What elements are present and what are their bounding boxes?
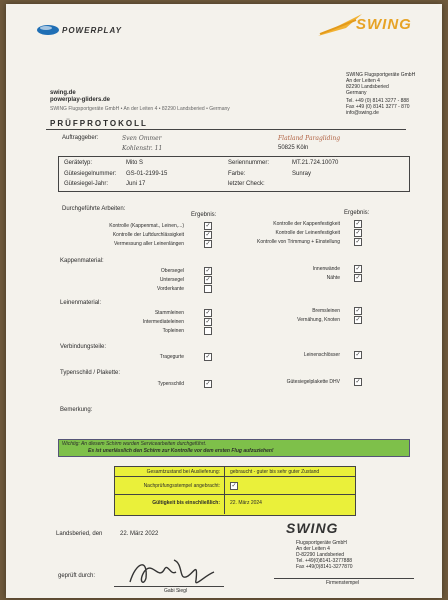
document-page: [6, 4, 442, 598]
arbeit-left-2: Kontrolle der Luftdurchlässigkeit: [112, 232, 184, 238]
address-line: SWING Flugsportgeräte GmbH • An der Leiten 4 • 82290 Landsberied • Germany: [50, 106, 230, 112]
typen-left-checkbox[interactable]: ✓: [205, 381, 211, 387]
result-divider-vertical: [224, 466, 225, 514]
arbeit-right-2-checkbox[interactable]: ✓: [355, 230, 361, 236]
customer-name: Sven Ommer: [122, 135, 162, 142]
company-fax: Fax +49 (0) 8141 3277 - 870: [346, 104, 410, 110]
arbeit-left-3-checkbox[interactable]: ✓: [205, 241, 211, 247]
verbindung-left: Tragegurte: [159, 354, 184, 360]
arbeit-left-2-checkbox[interactable]: ✓: [205, 232, 211, 238]
signature-icon: [124, 552, 220, 590]
verbindung-right-checkbox[interactable]: ✓: [355, 352, 361, 358]
stamp-line-2: An der Leiten 4: [296, 546, 330, 552]
stamp-line-5: Fax +49(0)8141-3277870: [296, 564, 353, 570]
kappe-right-2-checkbox[interactable]: ✓: [355, 275, 361, 281]
typen-right: Gütesiegelplakette DHV: [286, 379, 340, 385]
kappe-left-1: Obersegel: [160, 268, 184, 274]
powerplay-logo-icon: [36, 24, 60, 36]
gsn-value: GS-01-2199-15: [126, 171, 168, 177]
notice-line2: Es ist unerlässlich den Schirm zur Kontrolle vor dem ersten Flug aufzuziehen!: [88, 448, 274, 454]
ort-label: Landsberied, den: [56, 531, 103, 537]
typen-left: Typenschild: [157, 381, 184, 387]
stamp-block: [296, 540, 353, 570]
page-title: PRÜFPROTOKOLL: [50, 119, 148, 128]
leinen-right-2: Vernähung, Knoten: [297, 317, 340, 323]
geprueft-label: geprüft durch:: [58, 573, 96, 579]
swing-logo-text: SWING: [356, 16, 412, 33]
datum-value: 22. März 2022: [120, 531, 159, 537]
arbeiten-heading: Durchgeführte Arbeiten:: [62, 206, 126, 212]
result-divider-1: [114, 476, 355, 477]
arbeit-left-1: Kontrolle (Kappenmat., Leinen,...): [109, 223, 184, 229]
geratetyp-value: Mito S: [126, 160, 144, 166]
company-name: SWING Flugsportgeräte GmbH: [346, 72, 416, 78]
kappe-left-1-checkbox[interactable]: ✓: [205, 268, 211, 274]
company-tel: Tel. +49 (0) 8141 3277 - 888: [346, 98, 409, 104]
farbe-value: Sunray: [292, 171, 312, 177]
arbeit-right-2: Kontrolle der Leinenfestigkeit: [275, 230, 340, 236]
verbindung-left-checkbox[interactable]: ✓: [205, 354, 211, 360]
typenschild-heading: Typenschild / Plakette:: [60, 370, 121, 376]
zustand-label: Gesamtzustand bei Auslieferung:: [146, 469, 220, 475]
company-city: 82290 Landsberied: [346, 84, 389, 90]
signature-line: [114, 586, 224, 587]
signer-name: Gabi Siegl: [164, 588, 188, 594]
leinen-right-1: Bremsleinen: [312, 308, 340, 314]
leinen-left-1: Stammleinen: [154, 310, 184, 316]
ergebnis-left-heading: Ergebnis:: [191, 212, 217, 218]
bemerkung-heading: Bemerkung:: [60, 407, 93, 413]
stamp-logo: SWING: [286, 520, 339, 536]
customer-label: Auftraggeber:: [62, 135, 99, 141]
arbeit-right-3-checkbox[interactable]: ✓: [355, 239, 361, 245]
gueltig-value: 22. März 2024: [230, 500, 262, 506]
powerplay-logo-text: POWERPLAY: [62, 26, 122, 35]
kappe-right-1: Innenwände: [312, 266, 340, 272]
leinen-left-3: Topleinen: [162, 328, 184, 334]
arbeit-right-1-checkbox[interactable]: ✓: [355, 221, 361, 227]
arbeit-right-3: Kontrolle von Trimmung + Einstellung: [257, 239, 340, 245]
company-block: [346, 72, 415, 116]
arbeit-left-1-checkbox[interactable]: ✓: [205, 223, 211, 229]
kappe-right-1-checkbox[interactable]: ✓: [355, 266, 361, 272]
company-email: info@swing.de: [346, 110, 379, 116]
kappenmaterial-heading: Kappenmaterial:: [60, 258, 104, 264]
arbeit-left-3: Vermessung aller Leinenlängen: [113, 241, 184, 247]
zustand-value: gebraucht - guter bis sehr guter Zustand: [230, 469, 320, 475]
stempel-checkbox[interactable]: ✓: [231, 483, 237, 489]
leinen-left-2-checkbox[interactable]: ✓: [205, 319, 211, 325]
stempel-label: Nachprüfungsstempel angebracht:: [143, 483, 220, 489]
customer-city: 50825 Köln: [278, 145, 309, 151]
kappe-left-3: Vorderkante: [157, 286, 184, 292]
customer-company: Flatland Paragliding: [278, 135, 341, 142]
letzter-label: letzter Check:: [228, 181, 265, 187]
seriennr-value: MT.21.724.10070: [292, 160, 339, 166]
leinenmaterial-heading: Leinenmaterial:: [60, 300, 102, 306]
customer-street: Kohlenstr. 11: [122, 145, 163, 152]
title-divider: [46, 129, 406, 130]
result-divider-2: [114, 494, 355, 495]
ergebnis-right-heading: Ergebnis:: [344, 210, 370, 216]
geratetyp-label: Gerätetyp:: [64, 160, 93, 166]
stamp-line: [274, 578, 414, 579]
kappe-right-2: Nähte: [326, 275, 340, 281]
leinen-right-1-checkbox[interactable]: ✓: [355, 308, 361, 314]
kappe-left-2: Untersegel: [159, 277, 184, 283]
verbindungsteile-heading: Verbindungsteile:: [60, 344, 107, 350]
gueltig-label: Gültigkeit bis einschließlich:: [152, 500, 220, 506]
stamp-line-1: Flugsportgeräte GmbH: [296, 540, 347, 546]
site-swing: swing.de: [50, 90, 76, 96]
leinen-left-3-checkbox[interactable]: [204, 327, 212, 335]
stamp-line-4: Tel. +49(0)8141-3277888: [296, 558, 353, 564]
typen-right-checkbox[interactable]: ✓: [355, 379, 361, 385]
company-country: Germany: [346, 90, 367, 96]
arbeit-right-1: Kontrolle der Kappenfestigkeit: [273, 221, 340, 227]
farbe-label: Farbe:: [228, 171, 246, 177]
notice-line1: Wichtig: An diesem Schirm wurden Servicearbeiten durchgeführt.: [62, 441, 207, 447]
gsj-label: Gütesiegel-Jahr:: [64, 181, 109, 187]
kappe-left-2-checkbox[interactable]: ✓: [205, 277, 211, 283]
firmenstempel-label: Firmenstempel: [326, 580, 360, 586]
verbindung-right: Leinenschlösser: [303, 352, 340, 358]
gsn-label: Gütesiegelnummer:: [64, 171, 117, 177]
gsj-value: Juni 17: [126, 181, 146, 187]
seriennr-label: Seriennummer:: [228, 160, 270, 166]
company-street: An der Leiten 4: [346, 78, 380, 84]
stamp-line-3: D-82290 Landsberied: [296, 552, 345, 558]
leinen-left-1-checkbox[interactable]: ✓: [205, 310, 211, 316]
kappe-left-3-checkbox[interactable]: [204, 285, 212, 293]
leinen-right-2-checkbox[interactable]: ✓: [355, 317, 361, 323]
site-powerplay: powerplay-gliders.de: [50, 97, 111, 103]
leinen-left-2: Intermediateleinen: [142, 319, 184, 325]
